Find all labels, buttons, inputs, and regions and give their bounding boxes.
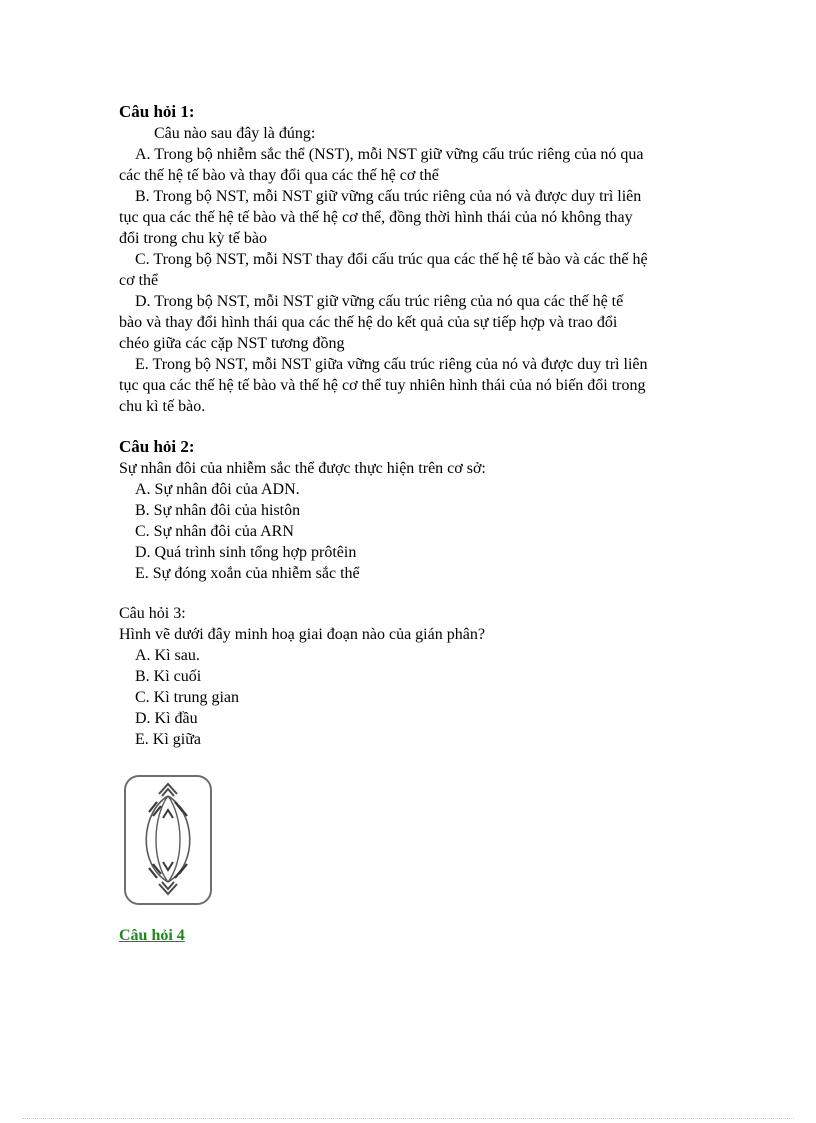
q3-option-c: C. Kì trung gian xyxy=(135,689,239,706)
q3-option-a: A. Kì sau. xyxy=(135,647,200,664)
q1-option-a-line1: A. Trong bộ nhiễm sắc thể (NST), mỗi NST giữ vững cấu trúc riêng của nó qua xyxy=(135,146,644,163)
q2-prompt: Sự nhân đôi của nhiễm sắc thể được thực hiện trên cơ sở: xyxy=(119,460,486,477)
q1-option-c-line2: cơ thể xyxy=(119,272,159,289)
q3-option-e: E. Kì giữa xyxy=(135,731,201,748)
q2-option-c: C. Sự nhân đôi của ARN xyxy=(135,523,294,540)
q1-option-b-line3: đổi trong chu kỳ tế bào xyxy=(119,230,267,247)
q3-prompt: Hình vẽ dưới đây minh hoạ giai đoạn nào của gián phân? xyxy=(119,626,485,643)
q1-option-d-line3: chéo giữa các cặp NST tương đồng xyxy=(119,335,345,352)
next-question-link[interactable]: Câu hỏi 4 xyxy=(119,927,185,944)
q3-heading: Câu hỏi 3: xyxy=(119,605,186,622)
q3-option-b: B. Kì cuối xyxy=(135,668,202,685)
q1-option-b-line2: tục qua các thế hệ tế bào và thế hệ cơ thể, đồng thời hình thái của nó không thay xyxy=(119,209,633,226)
q2-option-e: E. Sự đóng xoắn của nhiễm sắc thể xyxy=(135,565,360,582)
q2-option-b: B. Sự nhân đôi của histôn xyxy=(135,502,301,519)
q1-option-b-line1: B. Trong bộ NST, mỗi NST giữ vững cấu trúc riêng của nó và được duy trì liên xyxy=(135,188,642,205)
q2-option-a: A. Sự nhân đôi của ADN. xyxy=(135,481,300,498)
q2-heading: Câu hỏi 2: xyxy=(119,437,195,456)
spacer xyxy=(119,417,709,435)
q1-option-c-line1: C. Trong bộ NST, mỗi NST thay đổi cấu trúc qua các thế hệ tế bào và các thế hệ xyxy=(135,251,648,268)
q1-option-e-line1: E. Trong bộ NST, mỗi NST giữa vững cấu trúc riêng của nó và được duy trì liên xyxy=(135,356,648,373)
q1-option-e-line3: chu kì tế bào. xyxy=(119,398,206,415)
q2-option-d: D. Quá trình sinh tổng hợp prôtêin xyxy=(135,544,357,561)
q1-option-d-line1: D. Trong bộ NST, mỗi NST giữ vững cấu trúc riêng của nó qua các thế hệ tế xyxy=(135,293,624,310)
q1-option-e-line2: tục qua các thế hệ tế bào và thế hệ cơ thể tuy nhiên hình thái của nó biến đổi trong xyxy=(119,377,646,394)
q1-option-a-line2: các thế hệ tế bào và thay đổi qua các thế hệ cơ thể xyxy=(119,167,439,184)
spacer xyxy=(119,584,709,603)
cell-division-illustration xyxy=(119,772,215,908)
q1-heading: Câu hỏi 1: xyxy=(119,102,195,121)
page-divider xyxy=(22,1118,794,1119)
document-page xyxy=(119,100,709,945)
mitosis-figure xyxy=(119,772,215,908)
q3-option-d: D. Kì đầu xyxy=(135,710,198,727)
q1-option-d-line2: bào và thay đổi hình thái qua các thế hệ do kết quả của sự tiếp hợp và trao đổi xyxy=(119,314,618,331)
q1-prompt: Câu nào sau đây là đúng: xyxy=(154,125,316,142)
